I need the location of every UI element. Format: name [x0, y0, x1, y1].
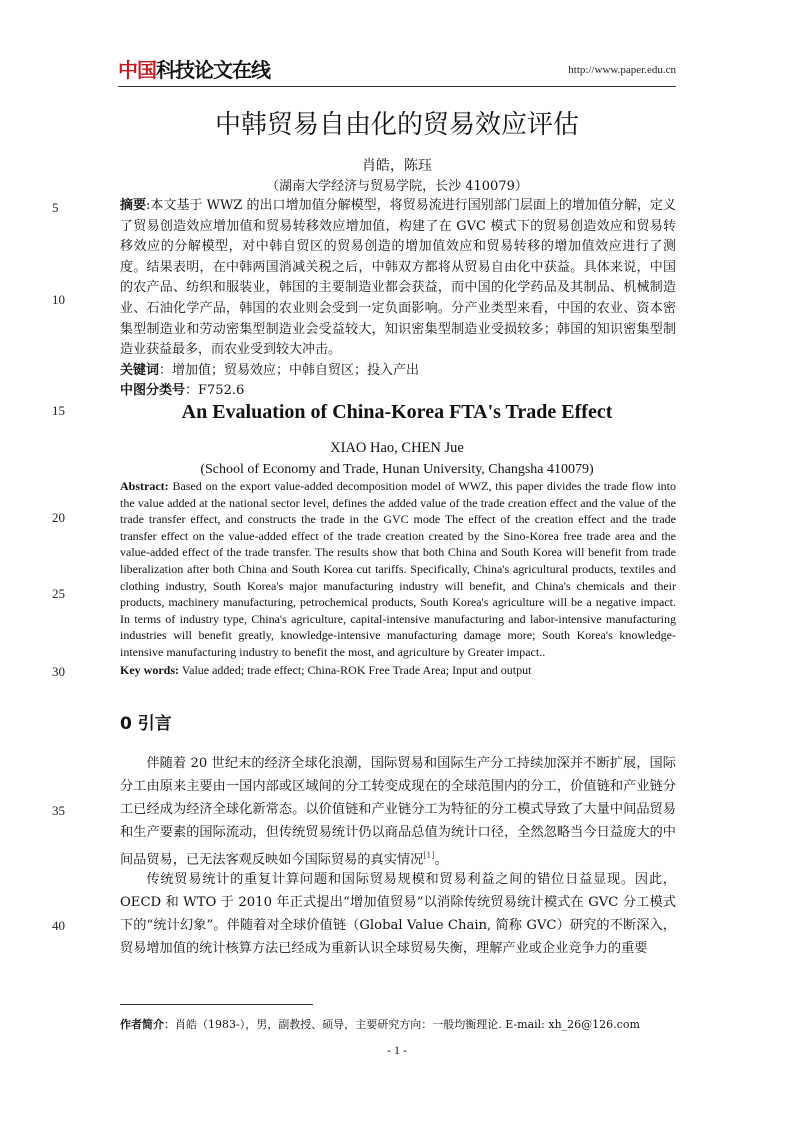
keywords-cn-label: 关键词: [120, 362, 160, 378]
header-rule: [118, 86, 676, 87]
journal-logo: [118, 58, 270, 82]
abstract-cn-label: 摘要: [120, 198, 147, 213]
keywords-en-label: Key words:: [120, 663, 179, 677]
abstract-cn: [120, 196, 676, 402]
page-header: [118, 58, 676, 84]
site-url[interactable]: http://www.paper.edu.cn: [568, 64, 676, 76]
paragraph-text: 伴随着 20 世纪末的经济全球化浪潮，国际贸易和国际生产分工持续加深并不断扩展，国际分工由原来主要由一国内部或区域间的分工转变成现在的全球范围内的分工，价值链和产业链分工已经成为经济全球化新常态。以价值链和产业链分工为特征的分工模式导致了大量中间品贸易和生产要素的国际流动，但传统贸易统计仍以商品总值为统计口径，全然忽略当今日益庞大的中间品贸易，已无法客观反映如今国际贸易的真实情况: [120, 756, 676, 868]
authors-cn: 肖皓，陈珏: [362, 158, 432, 174]
keywords-cn: [120, 361, 676, 382]
abstract-cn-body: [120, 196, 676, 361]
line-number: 15: [52, 403, 65, 418]
authors-en: XIAO Hao, CHEN Jue: [330, 440, 464, 456]
paper-title-cn: 中韩贸易自由化的贸易效应评估: [214, 110, 579, 140]
line-number: 10: [52, 292, 65, 307]
logo-red-part: 中国: [118, 58, 156, 82]
keywords-en-text: Value added; trade effect; China-ROK Free Trade Area; Input and output: [179, 663, 532, 677]
page-number: - 1 -: [387, 1043, 407, 1057]
keywords-en: [120, 662, 676, 678]
footnote-text: ：肖皓（1983-），男，副教授、硕导，主要研究方向：一般均衡理论. E-mail: xh_26@126.com: [164, 1018, 640, 1031]
paragraph-text: 传统贸易统计的重复计算问题和国际贸易规模和贸易利益之间的错位日益显现。因此，OECD 和 WTO 于 2010 年正式提出“增加值贸易”以消除传统贸易统计模式在 GVC 分工模式下的“统计幻象”。伴随着对全球价值链（Global Value Chain, 简称 GVC）研究的不断深入，贸易增加值的统计核算方法已经成为重新认识全球贸易失衡，理解产业或企业竞争力的重要: [120, 872, 676, 956]
paper-title-en: An Evaluation of China-Korea FTA's Trade Effect: [181, 401, 613, 423]
footnote-rule: [120, 1004, 313, 1005]
abstract-en-label: Abstract:: [120, 479, 169, 493]
keywords-cn-text: ：增加值；贸易效应；中韩自贸区；投入产出: [159, 362, 420, 378]
affiliation-en: (School of Economy and Trade, Hunan University, Changsha 410079): [200, 462, 594, 477]
abstract-en-text: Based on the export value-added decomposition model of WWZ, this paper divides the trade flow into the value added at the national sector level, defines the added value of the trade creation effect and the value of the trade transfer effect, and constructs the trade in the GVC mode The effect of the creation effect and the trade transfer effect on the value-added effect of the trade creation created by the Sino-Korea free trade area and the value-added effect of the trade transfer. The results show that both China and South Korea will benefit from trade liberalization after both China and South Korea cut tariffs. Specifically, China's agricultural products, textiles and clothing industry, South Korea's major manufacturing industry will benefit, and China's chemicals and their products, machinery manufacturing, petrochemical products, South Korea's agriculture will be a negative impact. In terms of industry type, China's agriculture, capital-intensive manufacturing and labor-intensive manufacturing industries will benefit greatly, knowledge-intensive manufacturing damage more; South Korea's knowledge-intensive manufacturing industry to benefit the most, and agriculture by Greater impact..: [120, 479, 676, 659]
line-number: 25: [52, 586, 65, 601]
logo-dark-part: 科技论文在线: [156, 58, 270, 82]
body-paragraph: [120, 868, 676, 960]
abstract-cn-text: :本文基于 WWZ 的出口增加值分解模型，将贸易流进行国别部门层面上的增加值分解，定义了贸易创造效应增加值和贸易转移效应增加值，构建了在 GVC 模式下的贸易创造效应和贸易转移效应的分解模型，对中韩自贸区的贸易创造的增加值效应和贸易转移的增加值效应进行了测度。结果表明，在中韩两国消减关税之后，中韩双方都将从贸易自由化中获益。具体来说，中国的农产品、纺织和服装业，韩国的主要制造业都会获益，而中国的化学药品及其制品、机械制造业、石油化学产品，韩国的农业则会受到一定负面影响。分产业类型来看，中国的农业、资本密集型制造业和劳动密集型制造业会受益较大，知识密集型制造业受损较多；韩国的知识密集型制造业获益最多，而农业受到较大冲击。: [120, 198, 676, 358]
line-number: 30: [52, 664, 65, 679]
line-number: 5: [52, 200, 59, 215]
paragraph-end: 。: [434, 852, 448, 868]
body-paragraph: [120, 752, 676, 871]
line-number: 35: [52, 803, 65, 818]
line-number: 20: [52, 510, 65, 525]
affiliation-cn: （湖南大学经济与贸易学院，长沙 410079）: [266, 179, 528, 194]
section-title-introduction: 0 引言: [120, 714, 172, 734]
line-number: 40: [52, 918, 65, 933]
classification-cn-text: ：F752.6: [185, 383, 245, 399]
footnote-label: 作者简介: [120, 1018, 164, 1031]
citation-ref[interactable]: [1]: [423, 851, 435, 860]
abstract-en: [120, 478, 676, 661]
footnote-author-bio: [120, 1017, 676, 1033]
classification-cn-label: 中图分类号: [120, 383, 186, 399]
